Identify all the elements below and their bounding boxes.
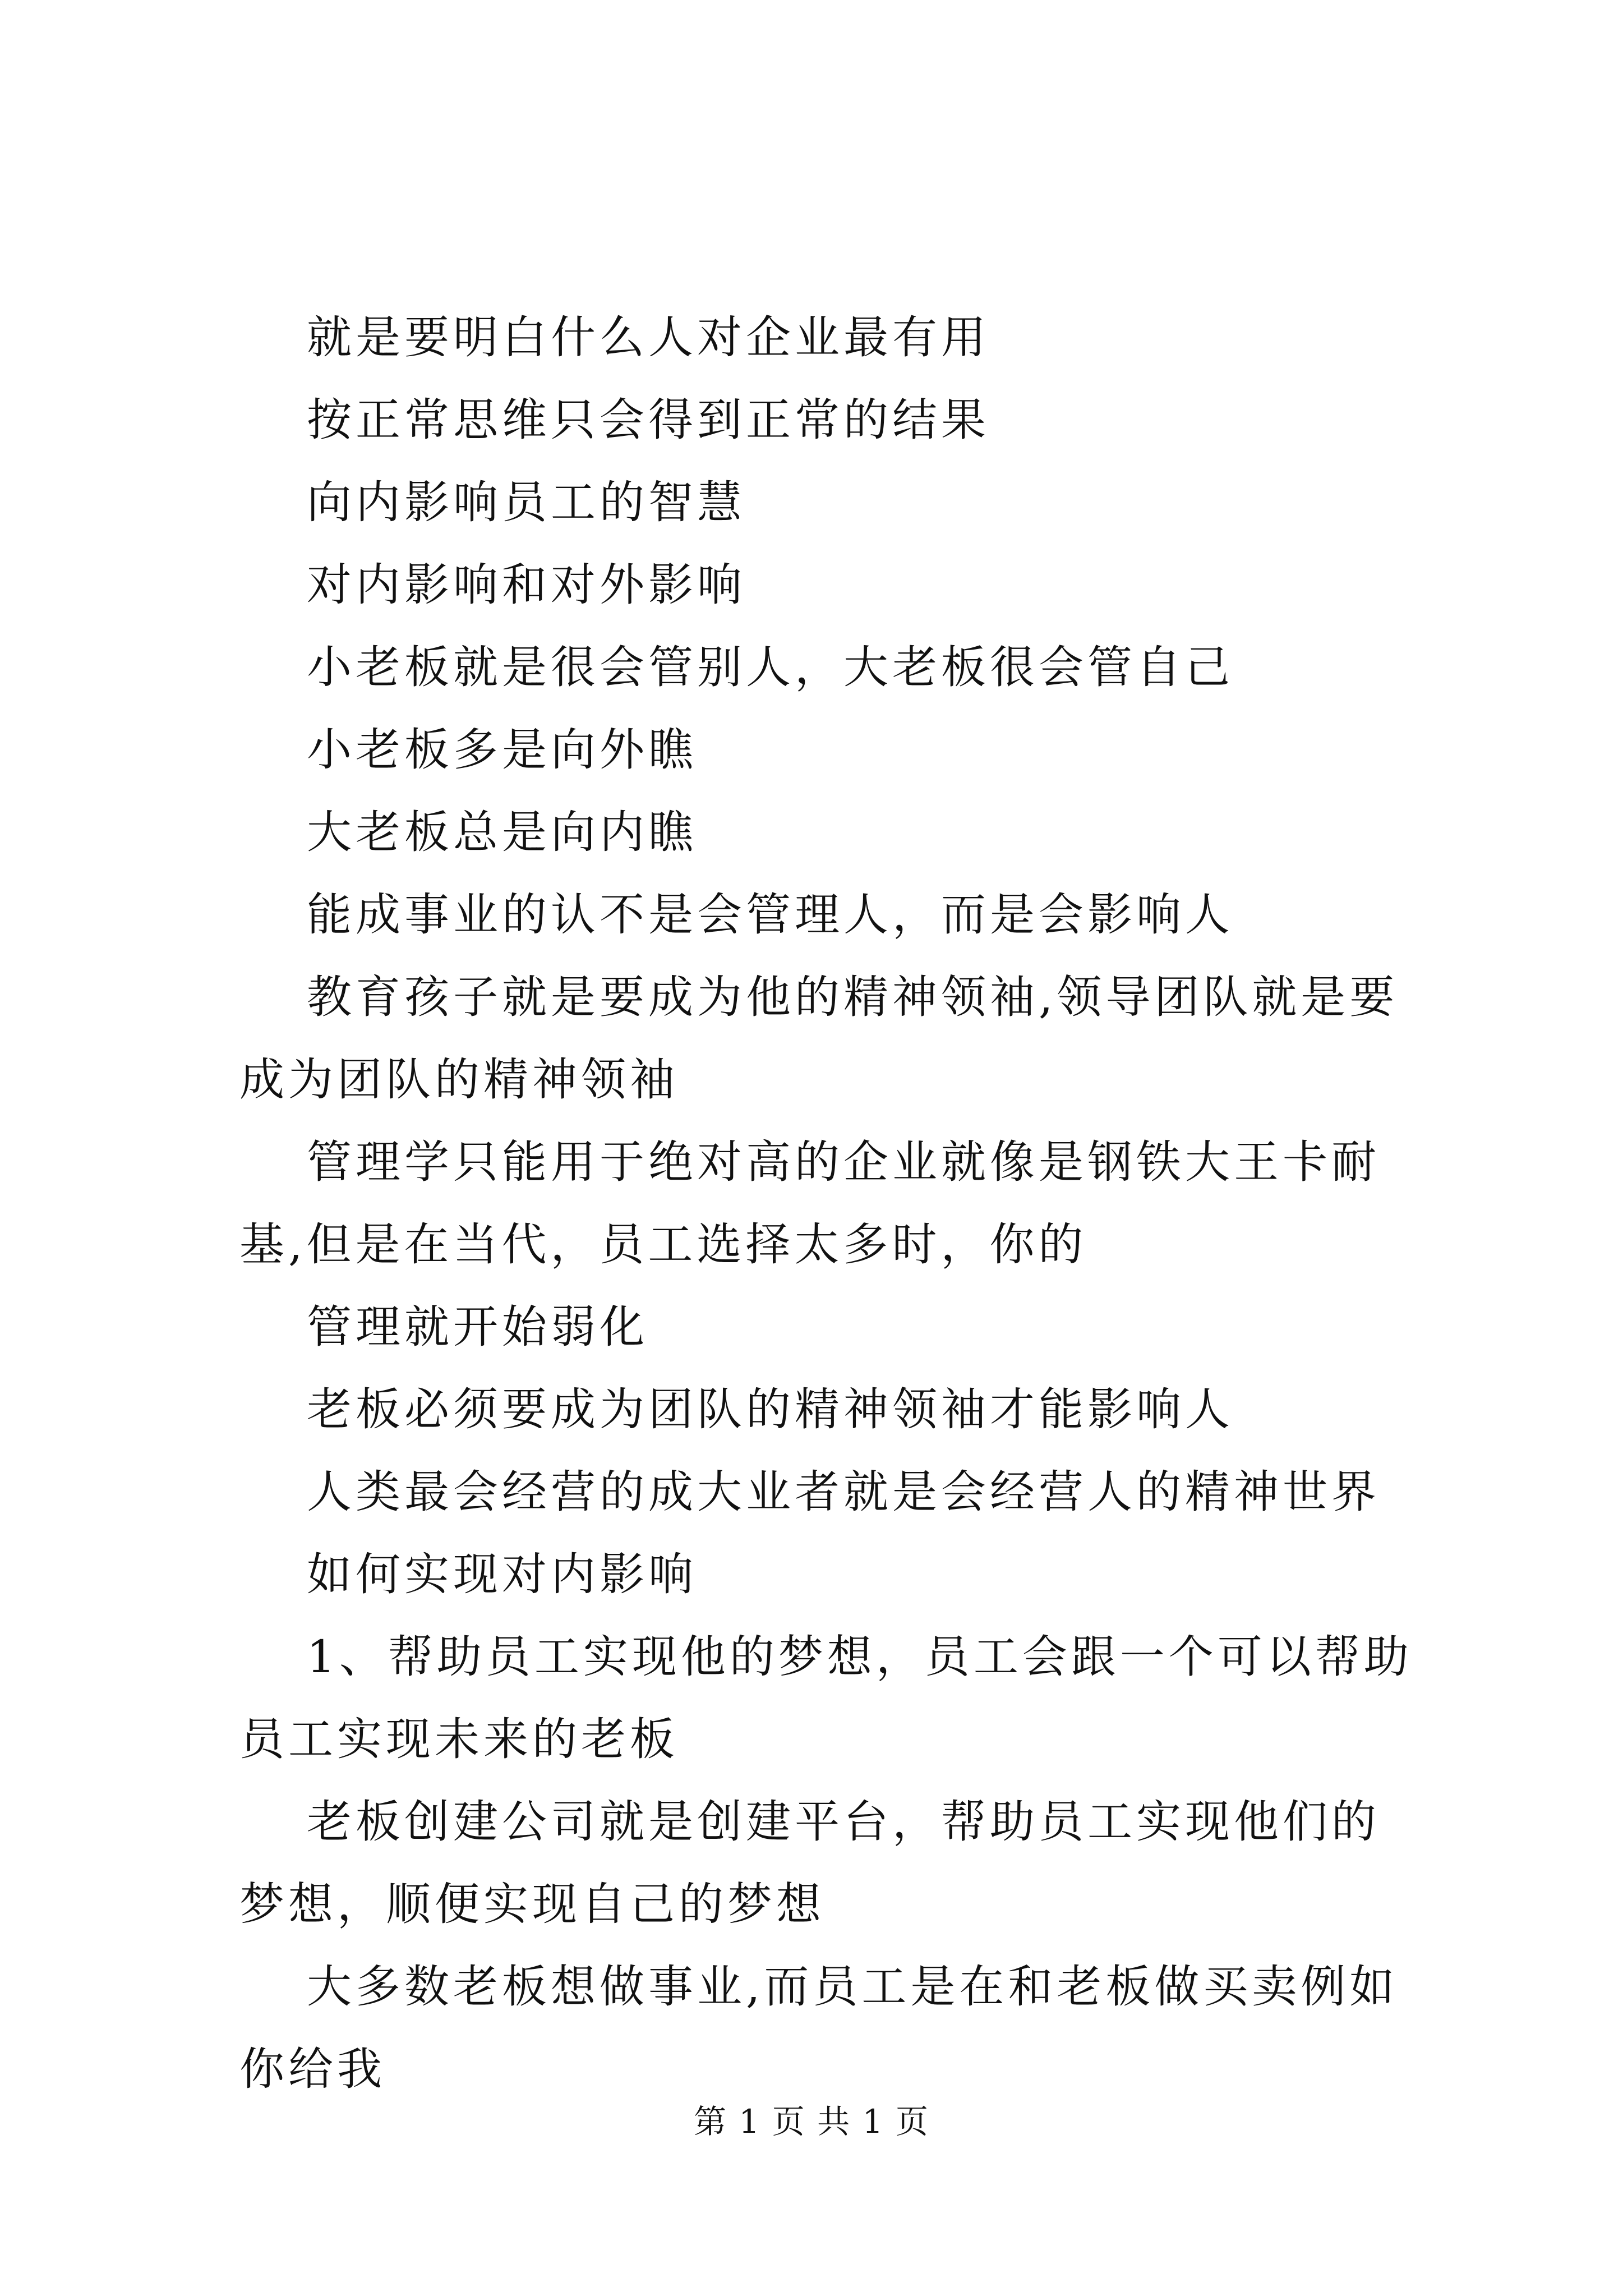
paragraph: 1、帮助员工实现他的梦想，员工会跟一个可以帮助员工实现未来的老板	[239, 1631, 1413, 1765]
document-body	[239, 296, 1424, 2110]
paragraph: 老板创建公司就是创建平台，帮助员工实现他们的梦想，顺便实现自己的梦想	[239, 1796, 1380, 1930]
paragraph: 如何实现对内影响	[307, 1548, 697, 1600]
paragraph: 对内影响和对外影响	[307, 559, 746, 611]
paragraph: 能成事业的认不是会管理人，而是会影响人	[307, 889, 1234, 941]
paragraph: 大老板总是向内瞧	[307, 806, 697, 858]
paragraph: 按正常思维只会得到正常的结果	[307, 394, 990, 446]
paragraph: 小老板多是向外瞧	[307, 724, 697, 776]
paragraph: 人类最会经营的成大业者就是会经营人的精神世界	[307, 1466, 1380, 1518]
paragraph: 大多数老板想做事业,而员工是在和老板做买卖例如你给我	[239, 1961, 1399, 2095]
paragraph: 教育孩子就是要成为他的精神领袖,领导团队就是要成为团队的精神领袖	[239, 971, 1399, 1106]
paragraph: 小老板就是很会管别人，大老板很会管自己	[307, 641, 1234, 693]
paragraph: 管理就开始弱化	[307, 1301, 648, 1353]
page-footer: 第 1 页 共 1 页	[694, 2102, 929, 2141]
paragraph: 向内影响员工的智慧	[307, 476, 746, 528]
paragraph: 就是要明白什么人对企业最有用	[307, 311, 990, 364]
paragraph: 管理学只能用于绝对高的企业就像是钢铁大王卡耐基,但是在当代，员工选择太多时，你的	[239, 1136, 1380, 1271]
paragraph: 老板必须要成为团队的精神领袖才能影响人	[307, 1383, 1234, 1435]
